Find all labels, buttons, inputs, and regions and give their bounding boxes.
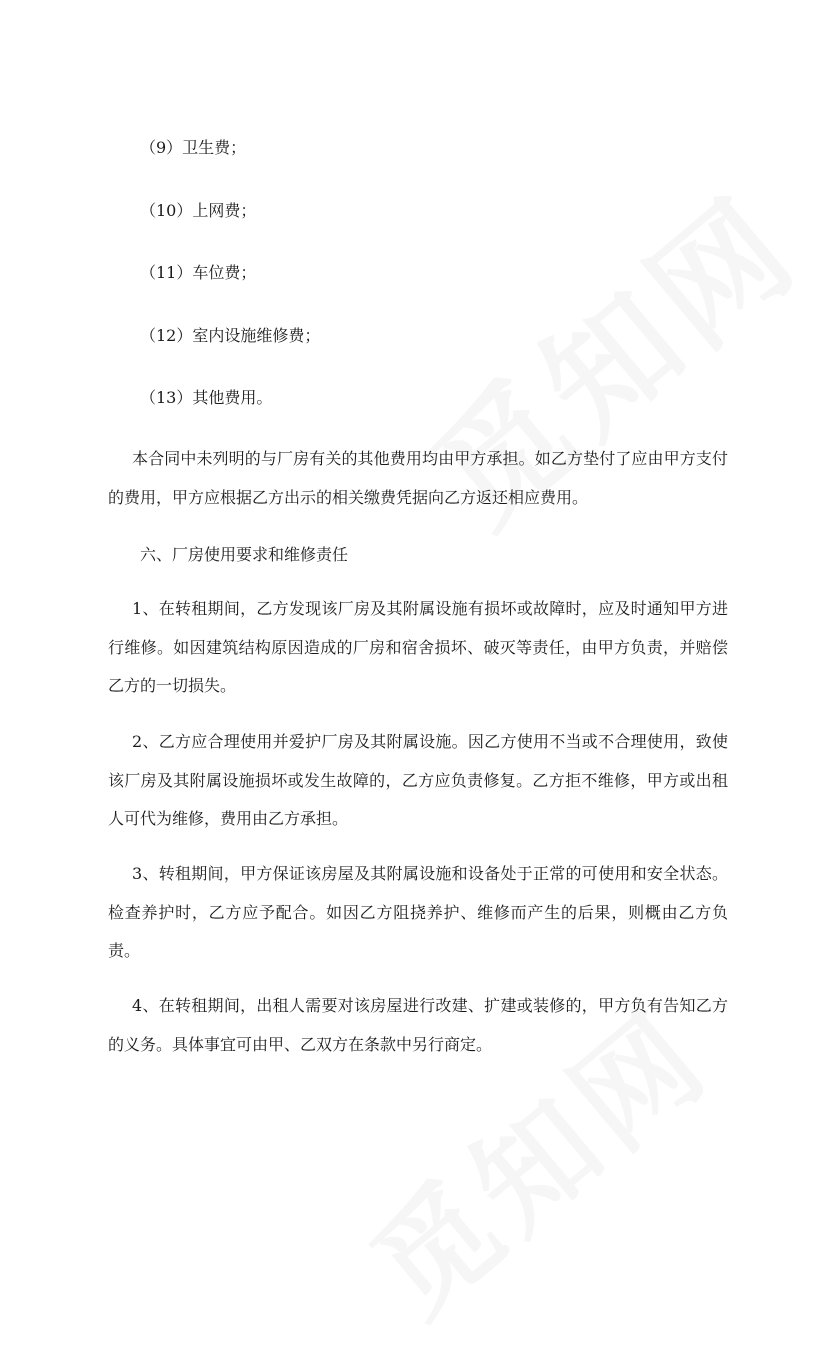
- paragraph-clause-2: 2、乙方应合理使用并爱护厂房及其附属设施。因乙方使用不当或不合理使用，致使该厂房及其附属设施损坏或发生故障的，乙方应负责修复。乙方拒不维修，甲方或出租人可代为维修，费用由乙方承担。: [108, 732, 728, 828]
- paragraph-clause-4: 4、在转租期间，出租人需要对该房屋进行改建、扩建或装修的，甲方负有告知乙方的义务。具体事宜可由甲、乙双方在条款中另行商定。: [108, 996, 728, 1054]
- list-item-fee-12: （12）室内设施维修费；: [140, 326, 321, 345]
- paragraph-other-fees: 本合同中未列明的与厂房有关的其他费用均由甲方承担。如乙方垫付了应由甲方支付的费用，甲方应根据乙方出示的相关缴费凭据向乙方返还相应费用。: [108, 449, 728, 507]
- list-item-fee-10: （10）上网费；: [140, 201, 257, 220]
- paragraph-clause-1: 1、在转租期间，乙方发现该厂房及其附属设施有损坏或故障时，应及时通知甲方进行维修。如因建筑结构原因造成的厂房和宿舍损坏、破灭等责任，由甲方负责，并赔偿乙方的一切损失。: [108, 599, 728, 695]
- section-title: 六、厂房使用要求和维修责任: [140, 545, 349, 564]
- paragraph-clause-3: 3、转租期间，甲方保证该房屋及其附属设施和设备处于正常的可使用和安全状态。检查养护时，乙方应予配合。如因乙方阻挠养护、维修而产生的后果，则概由乙方负责。: [108, 864, 728, 960]
- list-item-fee-9: （9）卫生费；: [140, 138, 247, 157]
- list-item-fee-13: （13）其他费用。: [140, 388, 273, 407]
- list-item-fee-11: （11）车位费；: [140, 263, 257, 282]
